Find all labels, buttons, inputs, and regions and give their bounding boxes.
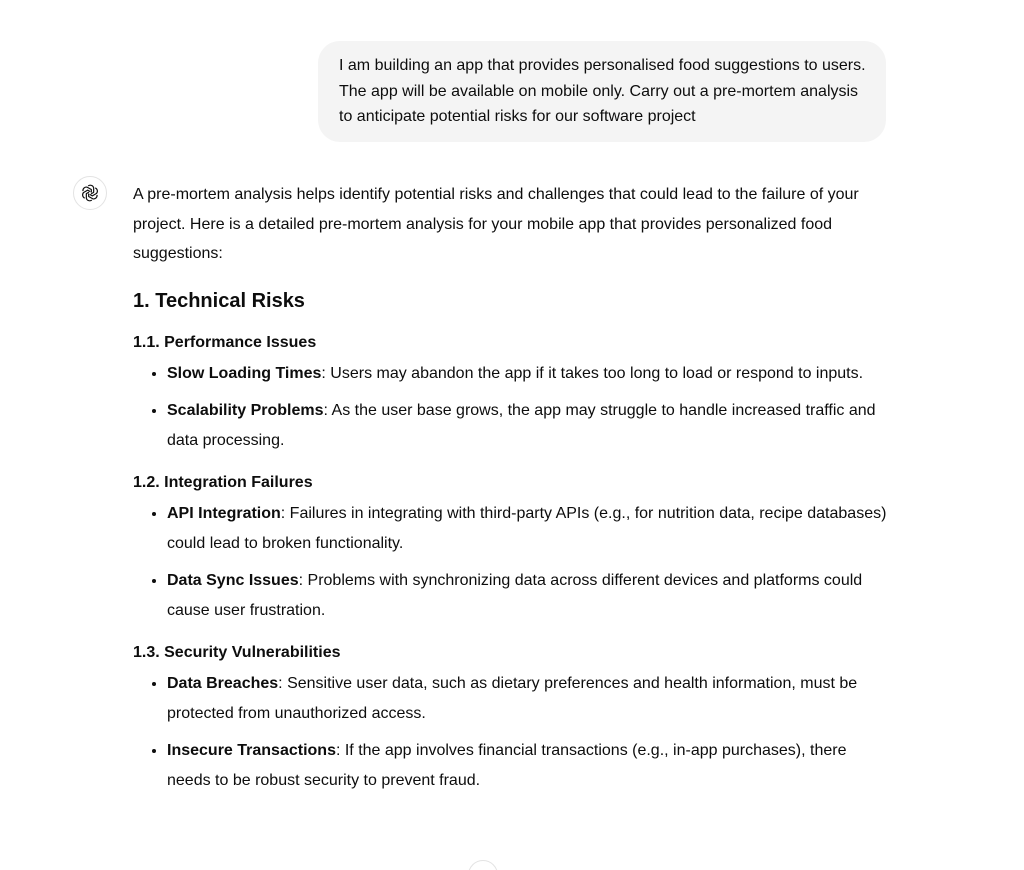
user-message-bubble: I am building an app that provides personalised food suggestions to users. The app will be available on mobile only. Carry out a pre-mortem analysis to anticipate potential risks for our software project xyxy=(318,41,886,142)
list-item-desc: : Sensitive user data, such as dietary preferences and health information, must be protected from unauthorized access. xyxy=(167,675,858,722)
list-item-desc: : Users may abandon the app if it takes too long to load or respond to inputs. xyxy=(321,364,864,382)
list-item-term: Data Sync Issues xyxy=(167,572,299,589)
section-heading: 1. Technical Risks xyxy=(133,289,305,312)
list-item-term: Insecure Transactions xyxy=(167,742,336,759)
list-item xyxy=(167,499,893,558)
list-item-desc: : If the app involves financial transactions (e.g., in-app purchases), there needs to be robust security to prevent fraud. xyxy=(167,742,847,789)
bullet-list xyxy=(133,499,893,625)
list-item xyxy=(167,736,893,795)
list-item-term: Scalability Problems xyxy=(167,402,324,419)
list-item-desc: : Problems with synchronizing data across different devices and platforms could cause user frustration. xyxy=(167,572,863,619)
assistant-message-content xyxy=(133,180,893,803)
bullet-list xyxy=(133,359,893,456)
list-item xyxy=(167,669,893,728)
list-item xyxy=(167,566,893,625)
list-item-desc: : As the user base grows, the app may struggle to handle increased traffic and data processing. xyxy=(167,402,876,449)
list-item xyxy=(167,396,893,455)
list-item-term: Data Breaches xyxy=(167,675,279,692)
assistant-intro: A pre-mortem analysis helps identify potential risks and challenges that could lead to the failure of your project. Here is a detailed pre-mortem analysis for your mobile app that provides personalized food suggestions: xyxy=(133,186,859,262)
list-item-desc: : Failures in integrating with third-party APIs (e.g., for nutrition data, recipe databases) could lead to broken functionality. xyxy=(167,505,887,552)
list-item-term: Slow Loading Times xyxy=(167,364,322,382)
subsection-heading: 1.1. Performance Issues xyxy=(133,333,317,351)
bullet-list xyxy=(133,669,893,795)
list-item xyxy=(167,359,893,389)
scroll-to-bottom-button[interactable] xyxy=(468,860,498,870)
list-item-term: API Integration xyxy=(167,505,281,522)
subsection-heading: 1.3. Security Vulnerabilities xyxy=(133,644,341,661)
user-message-row xyxy=(318,41,886,142)
subsection-heading: 1.2. Integration Failures xyxy=(133,474,313,491)
chatgpt-logo-icon xyxy=(73,176,107,210)
